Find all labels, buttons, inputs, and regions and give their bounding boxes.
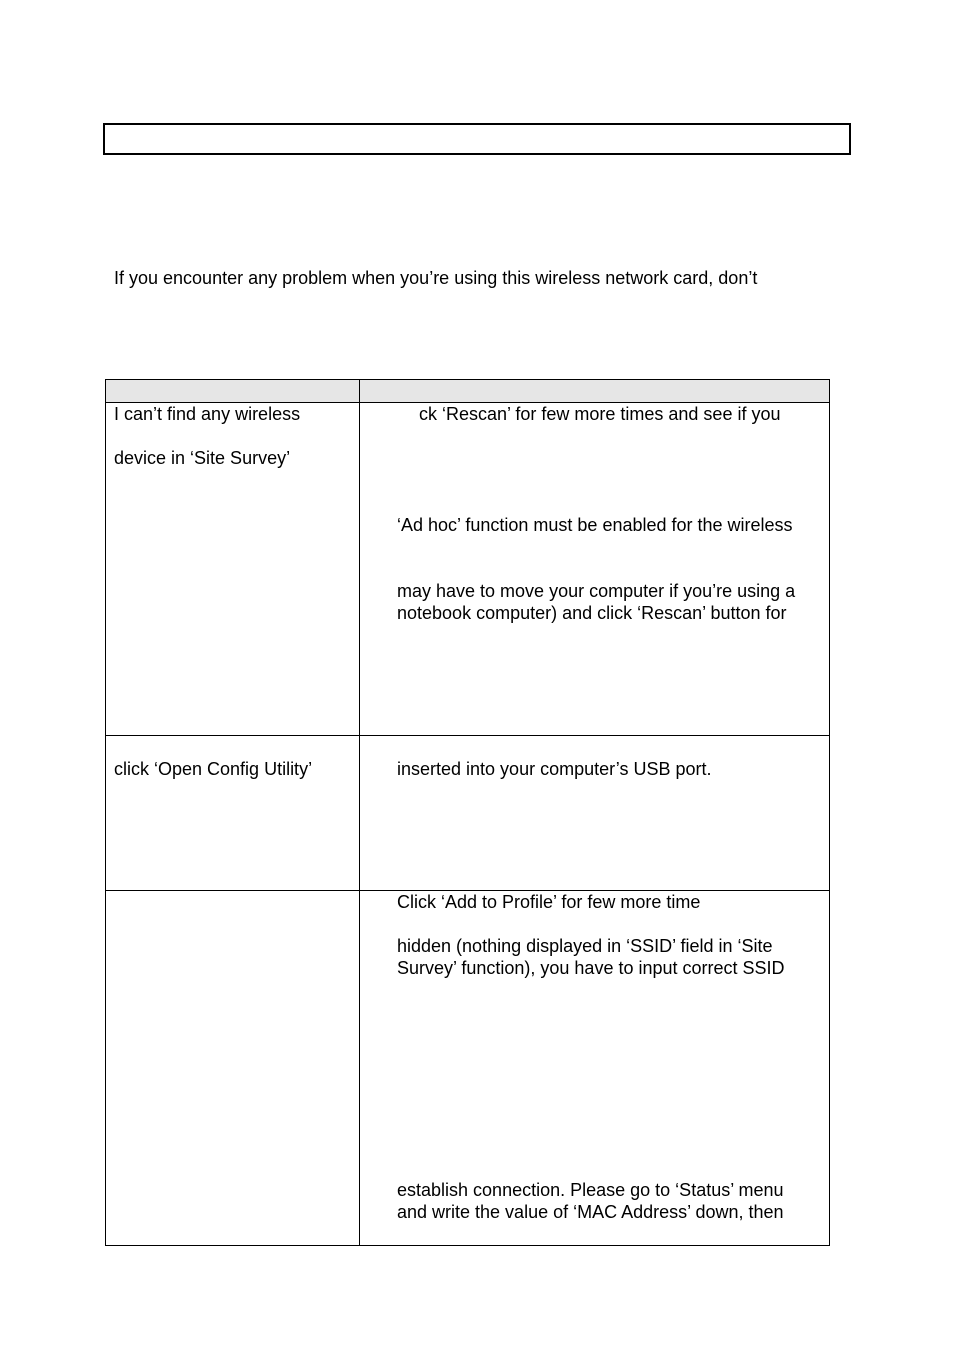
intro-paragraph: If you encounter any problem when you’re using this wireless network card, don’t	[114, 268, 758, 288]
column-divider	[359, 380, 360, 1245]
section-title-box	[103, 123, 851, 155]
solution-text: notebook computer) and click ‘Rescan’ button for	[397, 603, 787, 623]
solution-text: hidden (nothing displayed in ‘SSID’ field in ‘Site	[397, 936, 773, 956]
solution-text: inserted into your computer’s USB port.	[397, 759, 712, 779]
solution-text: ‘Ad hoc’ function must be enabled for the wireless	[397, 515, 793, 535]
table-header-row	[106, 380, 829, 403]
problem-text: click ‘Open Config Utility’	[114, 759, 313, 779]
solution-text: and write the value of ‘MAC Address’ down, then	[397, 1202, 784, 1222]
row-divider	[106, 735, 829, 736]
troubleshooting-table	[105, 379, 830, 1246]
solution-text: Survey’ function), you have to input correct SSID	[397, 958, 785, 978]
solution-text: ck ‘Rescan’ for few more times and see if you	[419, 404, 781, 424]
problem-text: device in ‘Site Survey’	[114, 448, 291, 468]
problem-text: I can’t find any wireless	[114, 404, 301, 424]
solution-text: Click ‘Add to Profile’ for few more time	[397, 892, 701, 912]
solution-text: may have to move your computer if you’re using a	[397, 581, 796, 601]
solution-text: establish connection. Please go to ‘Status’ menu	[397, 1180, 784, 1200]
